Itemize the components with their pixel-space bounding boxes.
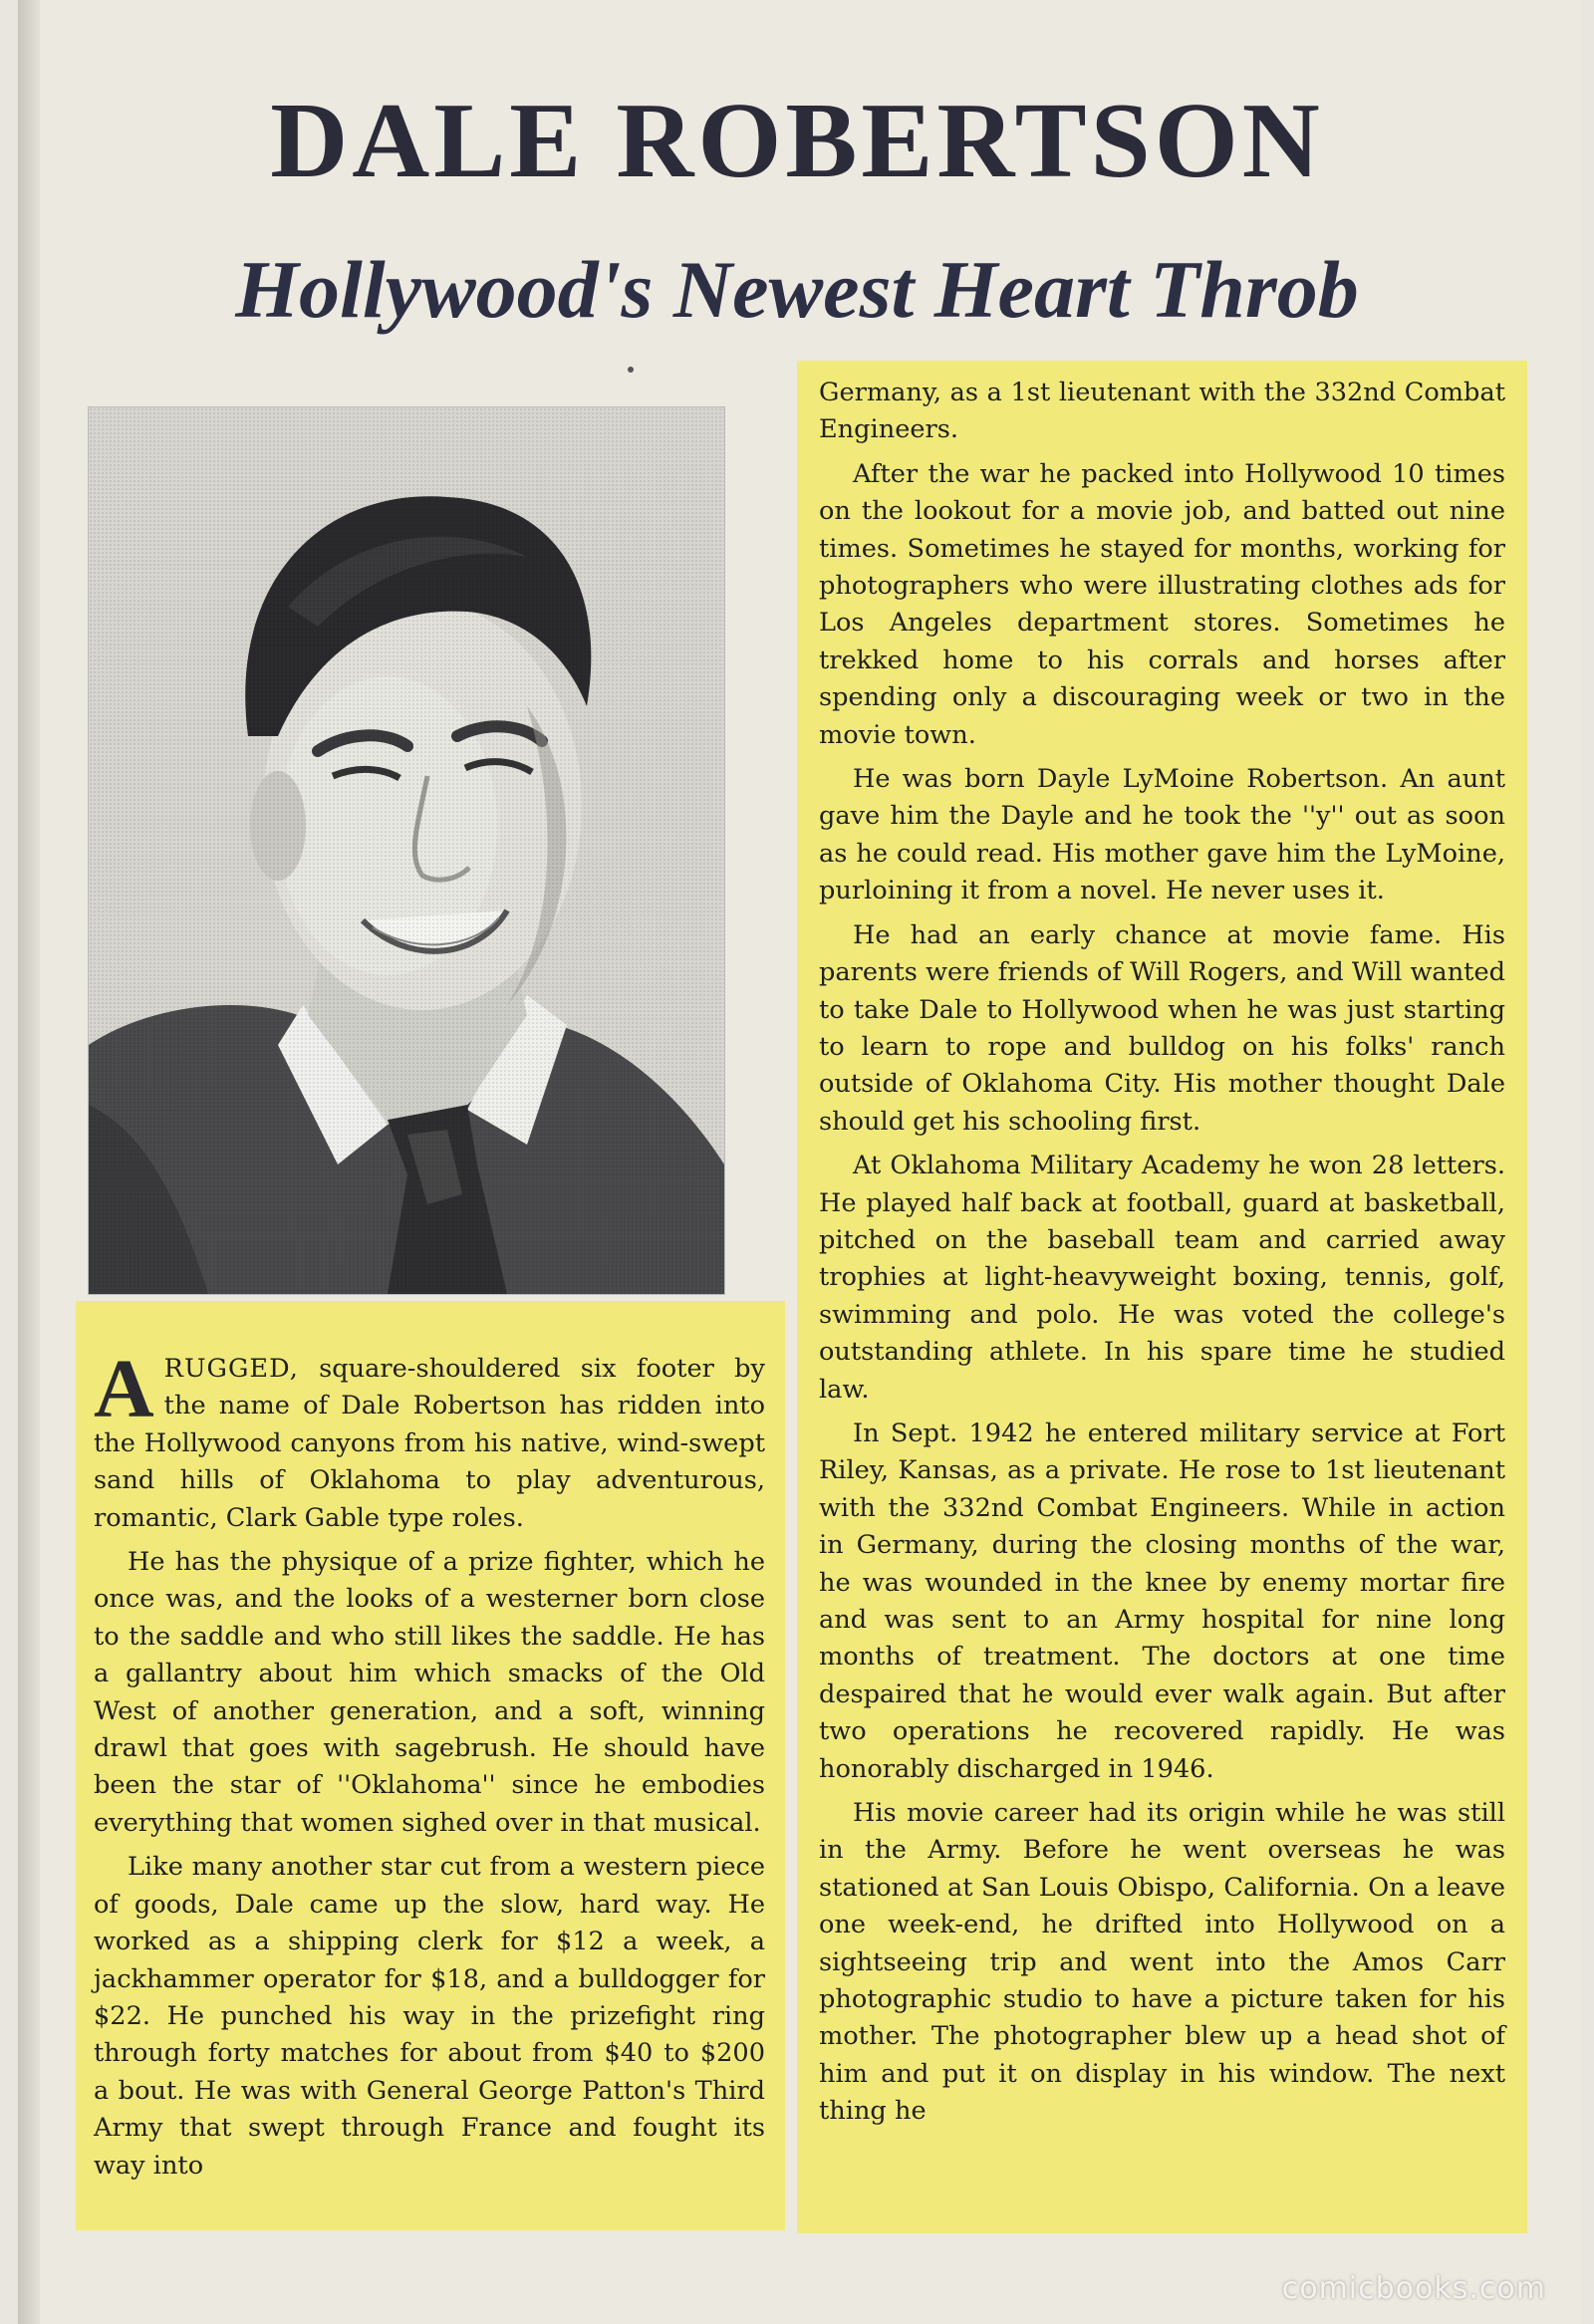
- article-paragraph: In Sept. 1942 he entered military service at Fort Riley, Kansas, as a private. He rose to 1st lieutenant with the 332nd Combat Engineers. While in action in Germany, during the closing months of the war, he was wounded in the knee by enemy mortar fire and was sent to an Army hospital for nine long months of treatment. The doctors at one time despaired that he would ever walk again. But after two operations he recovered rapidly. He was honorably discharged in 1946.: [819, 1418, 1505, 1784]
- portrait-photo: [88, 406, 725, 1295]
- article-paragraph: Germany, as a 1st lieutenant with the 332nd Combat Engineers.: [819, 378, 1505, 445]
- article-column-left: [76, 1301, 785, 2230]
- article-paragraph: At Oklahoma Military Academy he won 28 letters. He played half back at football, guard at basketball, pitched on the baseball team and carried away trophies at light-heavyweight boxing, tennis, golf, swimming and polo. He was voted the college's outstanding athlete. In his spare time he studied law.: [819, 1151, 1505, 1405]
- article-paragraph: He has the physique of a prize fighter, which he once was, and the looks of a westerner born close to the saddle and who still likes the saddle. He has a gallantry about him which smacks of the Old West of another generation, and a soft, winning drawl that goes with sagebrush. He should have been the star of ''Oklahoma'' since he embodies everything that women sighed over in that musical.: [94, 1547, 765, 1838]
- paragraph-text: square-shouldered six footer by the name of Dale Robertson has ridden into the Hollywood canyons from his native, wind-swept sand hills of Oklahoma to play adventurous, romantic, Clark Gable type roles.: [94, 1354, 765, 1533]
- print-speck: [628, 367, 634, 373]
- dropcap: A: [94, 1343, 154, 1435]
- portrait-illustration: [89, 407, 724, 1294]
- article-paragraph: He was born Dayle LyMoine Robertson. An aunt gave him the Dayle and he took the ''y'' out as soon as he could read. His mother gave him the LyMoine, purloining it from a novel. He never uses it.: [819, 764, 1505, 906]
- watermark: comicbooks.com: [1281, 2271, 1546, 2306]
- page-edge: [18, 0, 40, 2324]
- subheadline: Hollywood's Newest Heart Throb: [235, 244, 1359, 335]
- headline: DALE ROBERTSON: [270, 82, 1324, 200]
- article-column-right: [797, 361, 1527, 2233]
- article-paragraph: After the war he packed into Hollywood 10 times on the lookout for a movie job, and batted out nine times. Sometimes he stayed for months, working for photographers who were illustrating clothes ads for Los Angeles department stores. Sometimes he trekked home to his corrals and horses after spending only a discouraging week or two in the movie town.: [819, 458, 1505, 750]
- article-paragraph: His movie career had its origin while he was still in the Army. Before he went overseas he was stationed at San Louis Obispo, California. On a leave one week-end, he drifted into Hollywood on a sightseeing trip and went into the Amos Carr photographic studio to have a picture taken for his mother. The photographer blew up a head shot of him and put it on display in his window. The next thing he: [819, 1798, 1505, 2127]
- lead-smallcaps: RUGGED,: [163, 1354, 299, 1384]
- lead-paragraph: [94, 1343, 765, 1537]
- article-paragraph: He had an early chance at movie fame. His parents were friends of Will Rogers, and Will wanted to take Dale to Hollywood when he was just starting to learn to rope and bulldog on his folks' ranch outside of Oklahoma City. His mother thought Dale should get his schooling first.: [819, 919, 1505, 1137]
- article-paragraph: Like many another star cut from a western piece of goods, Dale came up the slow, hard way. He worked as a shipping clerk for $12 a week, a jackhammer operator for $18, and a bulldogger for $22. He punched his way in the prizefight ring through forty matches for about from $40 to $200 a bout. He was with General George Patton's Third Army that swept through France and fought its way into: [94, 1852, 765, 2181]
